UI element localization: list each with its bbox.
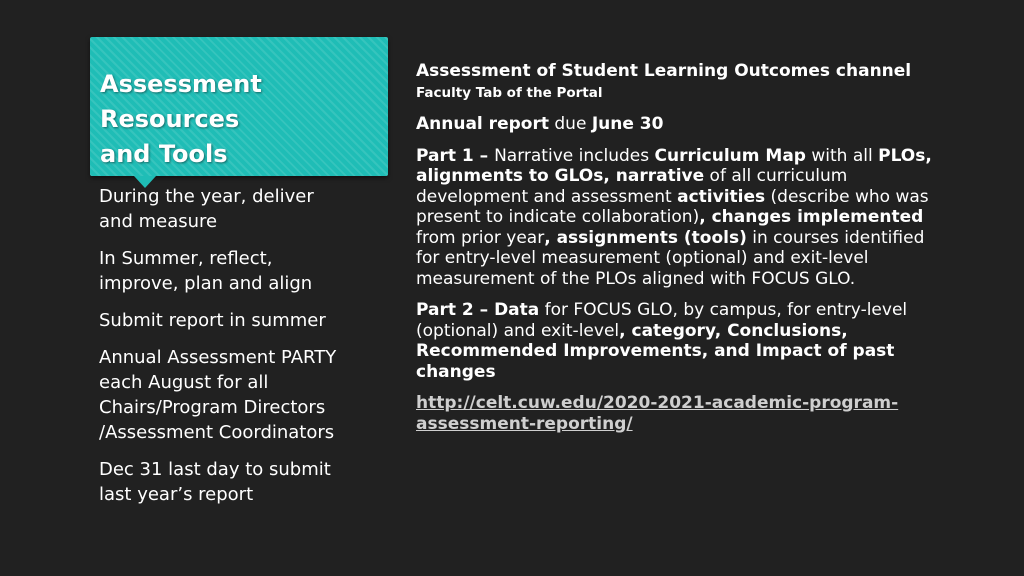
left-item-5: Dec 31 last day to submit last year’s report [99,459,331,505]
slide-title: Assessment Resources and Tools [100,70,262,168]
link-paragraph [416,393,938,434]
part-2-seg: Part 2 – Data [416,300,540,320]
part-1-seg: of all curriculum development and assessment [416,166,848,207]
part-2-paragraph [416,300,938,382]
part-1-seg: from prior year [416,227,545,248]
left-item-1: During the year, deliver and measure [99,186,314,232]
part-1-seg: (describe who was present to indicate collaboration) [416,186,929,227]
channel-title: Assessment of Student Learning Outcomes channel [416,61,912,81]
reporting-link[interactable]: http://celt.cuw.edu/2020-2021-academic-program-assessment-reporting/ [416,393,899,434]
part-2-seg: for FOCUS GLO, by campus, for entry-level (optional) and exit-level [416,300,908,341]
part-2-seg: , category, Conclusions, Recommended Improvements, and Impact of past changes [416,320,895,382]
right-content [416,61,938,445]
left-item-3: Submit report in summer [99,310,326,331]
annual-report-label: Annual report [416,114,549,134]
part-1-seg: , assignments (tools) [544,227,747,248]
due-label: due [554,114,587,134]
left-bullet-list [99,184,389,519]
annual-report-paragraph [416,114,938,135]
part-1-seg: Part 1 – [416,145,495,166]
part-1-seg: Curriculum Map [654,145,806,166]
due-date: June 30 [591,114,664,134]
left-item-4: Annual Assessment PARTY each August for all Chairs/Program Directors /Assessment Coordinators [99,347,337,443]
part-1-paragraph [416,146,938,290]
part-1-seg: , changes implemented [699,207,924,227]
channel-paragraph [416,61,938,103]
part-1-seg: Narrative includes [494,145,655,166]
portal-tab-label: Faculty Tab of the Portal [416,84,603,101]
left-item-2: In Summer, reflect, improve, plan and align [99,248,313,294]
part-1-seg: activities [677,186,766,207]
title-box [90,37,388,176]
part-1-seg: with all [805,145,879,166]
part-1-seg: in courses identified for entry-level measurement (optional) and exit-level measurement of the PLOs aligned with FOCUS GLO. [416,227,925,289]
part-1-seg: PLOs, alignments to GLOs, narrative [416,145,932,186]
